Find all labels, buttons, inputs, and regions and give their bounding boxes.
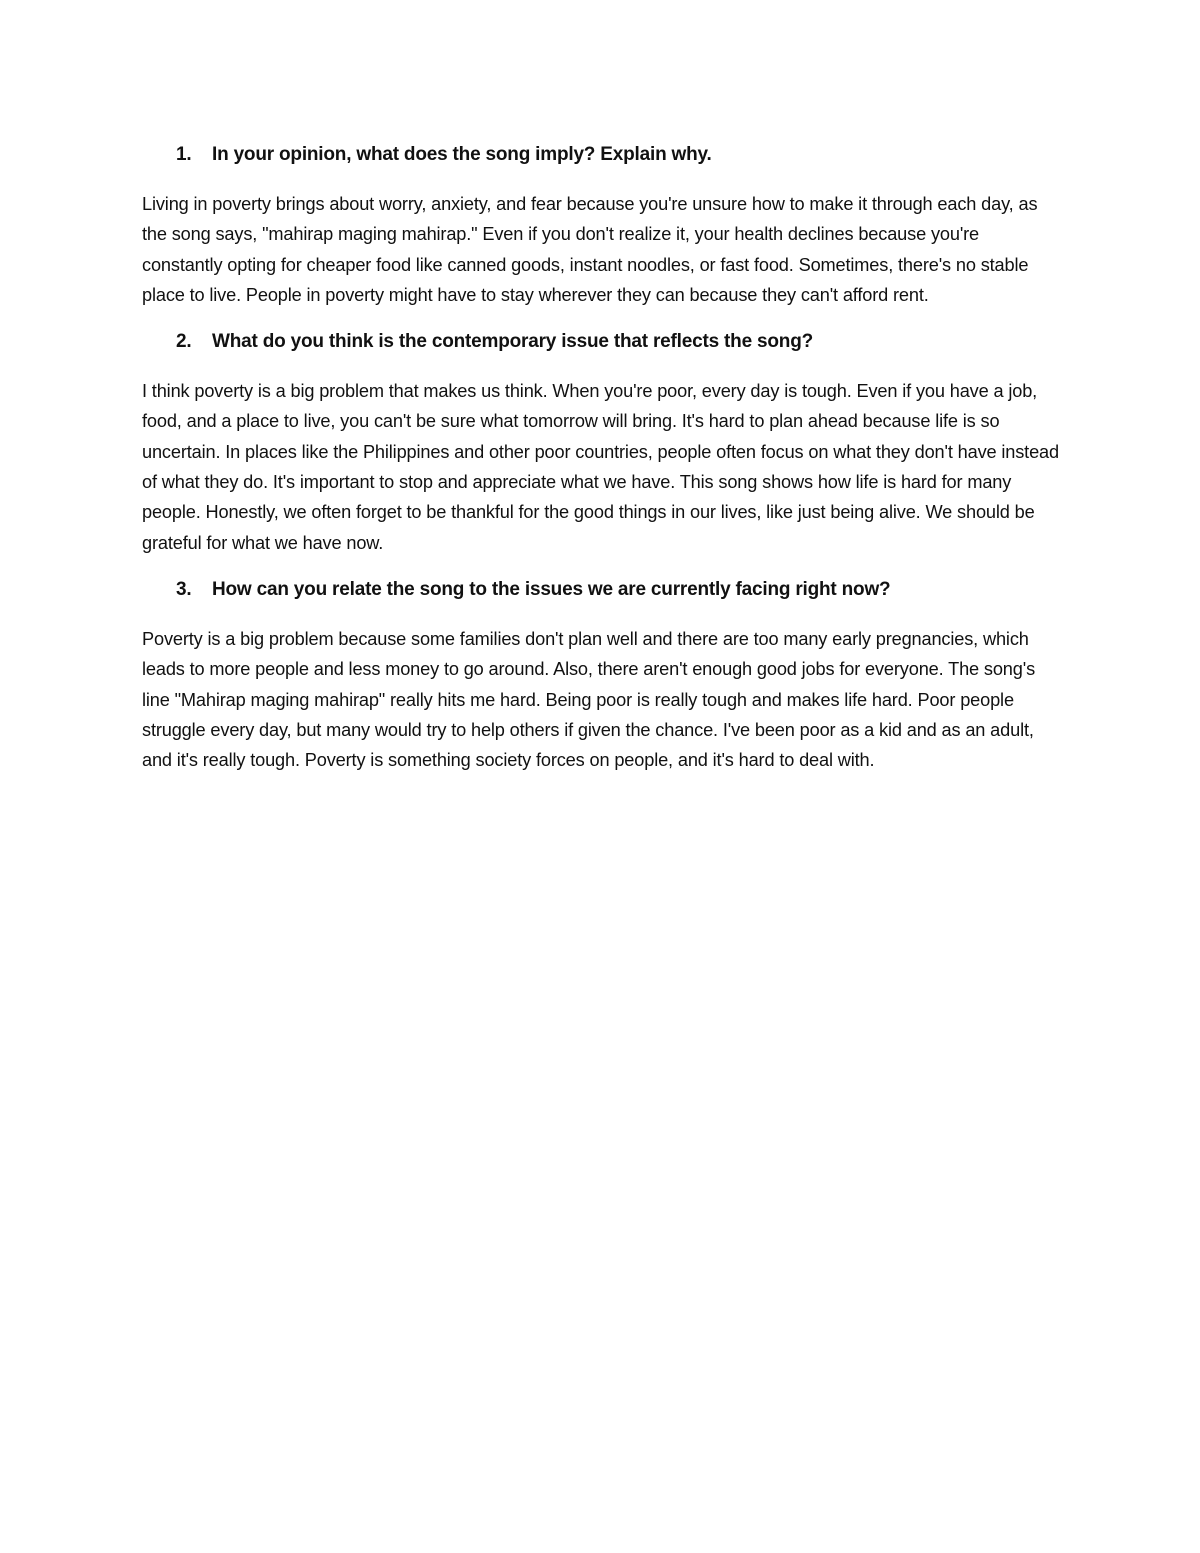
question-number: 3. [176, 578, 192, 600]
question-3 [142, 575, 1060, 605]
question-number: 1. [176, 144, 192, 165]
question-text: What do you think is the contemporary issue that reflects the song? [212, 331, 814, 353]
document-body [142, 140, 1060, 792]
question-number: 2. [176, 331, 192, 353]
question-1 [142, 140, 1060, 170]
answer-2: I think poverty is a big problem that makes us think. When you're poor, every day is tough. Even if you have a job, food, and a place to live, you can't be sure what tomorrow will bring. It's hard to plan ahead because life is so uncertain. In places like the Philippines and other poor countries, people often focus on what they don't have instead of what they do. It's important to stop and appreciate what we have. This song shows how life is hard for many people. Honestly, we often forget to be thankful for the good things in our lives, like just being alive. We should be grateful for what we have now. [142, 381, 1059, 553]
question-2 [142, 327, 1060, 357]
question-text: In your opinion, what does the song imply? Explain why. [212, 144, 712, 165]
answer-3: Poverty is a big problem because some families don't plan well and there are too many early pregnancies, which leads to more people and less money to go around. Also, there aren't enough good jobs for everyone. The song's line "Mahirap maging mahirap" really hits me hard. Being poor is really tough and makes life hard. Poor people struggle every day, but many would try to help others if given the chance. I've been poor as a kid and as an adult, and it's really tough. Poverty is something society forces on people, and it's hard to deal with. [142, 628, 1036, 771]
answer-1: Living in poverty brings about worry, anxiety, and fear because you're unsure how to make it through each day, as the song says, "mahirap maging mahirap." Even if you don't realize it, your health declines because you're constantly opting for cheaper food like canned goods, instant noodles, or fast food. Sometimes, there's no stable place to live. People in poverty might have to stay wherever they can because they can't afford rent. [142, 194, 1038, 305]
question-text: How can you relate the song to the issues we are currently facing right now? [212, 578, 891, 600]
